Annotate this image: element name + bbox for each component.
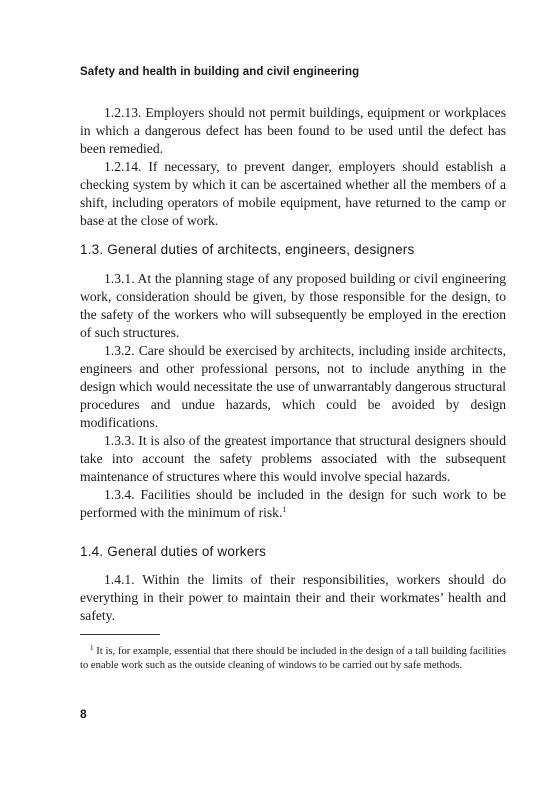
paragraph-1-4-1: 1.4.1. Within the limits of their responsibilities, workers should do everything in their power to maintain their and their workmates’ health and safety. (80, 572, 506, 623)
footnote-mark: 1 (90, 644, 94, 652)
footnote-text: It is, for example, essential that there should be included in the design of a tall building facilities to enable work such as the outside cleaning of windows to be carried out by safe methods. (80, 646, 506, 671)
paragraph-1-3-4-text: 1.3.4. Facilities should be included in the design for such work to be performed with the minimum of risk. (80, 487, 506, 520)
paragraph-block-1-2 (80, 104, 506, 230)
section-heading-1-4: 1.4. General duties of workers (80, 544, 267, 559)
paragraph-1-3-2: 1.3.2. Care should be exercised by architects, including inside architects, engineers and other professional persons, not to include anything in the design which would necessitate the use of unwarrantably dangerous structural procedures and undue hazards, which could be avoided by design modifications. (80, 343, 506, 430)
paragraph-1-3-1: 1.3.1. At the planning stage of any proposed building or civil engineering work, consideration should be given, by those responsible for the design, to the safety of the workers who will subsequently be employed in the erection of such structures. (80, 271, 506, 340)
paragraph-1-3-3: 1.3.3. It is also of the greatest importance that structural designers should take into account the safety problems associated with the subsequent maintenance of structures where this would involve special hazards. (80, 433, 506, 484)
page-number: 8 (80, 707, 87, 721)
paragraph-1-2-13: 1.2.13. Employers should not permit buildings, equipment or workplaces in which a dangerous defect has been found to be used until the defect has been remedied. (80, 105, 506, 156)
paragraph-1-3-4 (80, 486, 506, 522)
footnote-reference-mark: 1 (282, 505, 287, 514)
section-heading-1-3: 1.3. General duties of architects, engineers, designers (80, 242, 415, 257)
footnote (80, 645, 506, 672)
section-body-1-3 (80, 270, 506, 522)
running-header: Safety and health in building and civil engineering (80, 66, 360, 78)
paragraph-1-2-14: 1.2.14. If necessary, to prevent danger, employers should establish a checking system by which it can be ascertained whether all the members of a shift, including operators of mobile equipment, have returned to the camp or base at the close of work. (80, 159, 506, 228)
footnote-separator-rule (80, 634, 160, 635)
section-body-1-4 (80, 571, 506, 625)
